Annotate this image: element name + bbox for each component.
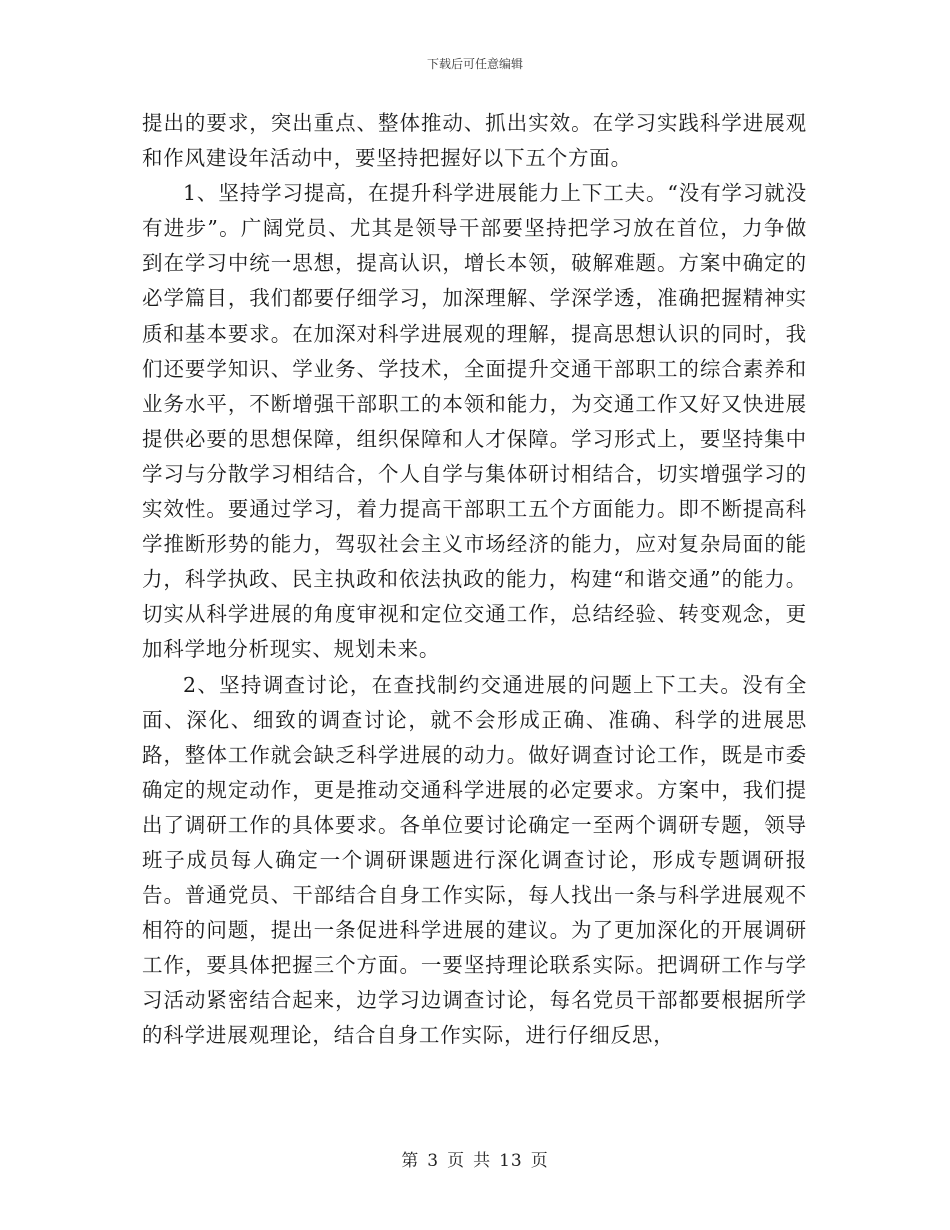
paragraph-study: 1、坚持学习提高，在提升科学进展能力上下工夫。“没有学习就没有进步”。广阔党员、尤其是领导干部要坚持把学习放在首位，力争做到在学习中统一思想，提高认识，增长本领，破解难题。方案中确定的必学篇目，我们都要仔细学习，加深理解、学深学透，准确把握精神实质和基本要求。在加深对科学进展观的理解，提高思想认识的同时，我们还要学知识、学业务、学技术，全面提升交通干部职工的综合素养和业务水平，不断增强干部职工的本领和能力，为交通工作又好又快进展提供必要的思想保障，组织保障和人才保障。学习形式上，要坚持集中学习与分散学习相结合，个人自学与集体研讨相结合，切实增强学习的实效性。要通过学习，着力提高干部职工五个方面能力。即不断提高科学推断形势的能力，驾驭社会主义市场经济的能力，应对复杂局面的能力，科学执政、民主执政和依法执政的能力，构建“和谐交通”的能力。切实从科学进展的角度审视和定位交通工作，总结经验、转变观念，更加科学地分析现实、规划未来。: [142, 181, 807, 662]
page-footer: [0, 1146, 950, 1171]
footer-label-ye: 页: [447, 1151, 466, 1171]
paragraph-research: 2、坚持调查讨论，在查找制约交通进展的问题上下工夫。没有全面、深化、细致的调查讨论，就不会形成正确、准确、科学的进展思路，整体工作就会缺乏科学进展的动力。做好调查讨论工作，既是市委确定的规定动作，更是推动交通科学进展的必定要求。方案中，我们提出了调研工作的具体要求。各单位要讨论确定一至两个调研专题，领导班子成员每人确定一个调研课题进行深化调查讨论，形成专题调研报告。普通党员、干部结合自身工作实际，每人找出一条与科学进展观不相符的问题，提出一条促进科学进展的建议。为了更加深化的开展调研工作，要具体把握三个方面。一要坚持理论联系实际。把调研工作与学习活动紧密结合起来，边学习边调查讨论，每名党员干部都要根据所学的科学进展观理论，结合自身工作实际，进行仔细反思，: [142, 672, 807, 1048]
paragraph-continuation: 提出的要求，突出重点、整体推动、抓出实效。在学习实践科学进展观和作风建设年活动中，要坚持把握好以下五个方面。: [142, 111, 807, 171]
footer-label-di: 第: [401, 1151, 420, 1171]
document-body: [142, 106, 807, 1054]
page-number: 3: [427, 1151, 440, 1171]
total-pages: 13: [499, 1151, 523, 1171]
footer-label-ye2: 页: [530, 1151, 549, 1171]
footer-label-gong: 共: [473, 1151, 492, 1171]
page-header: 下载后可任意编辑: [426, 57, 523, 71]
